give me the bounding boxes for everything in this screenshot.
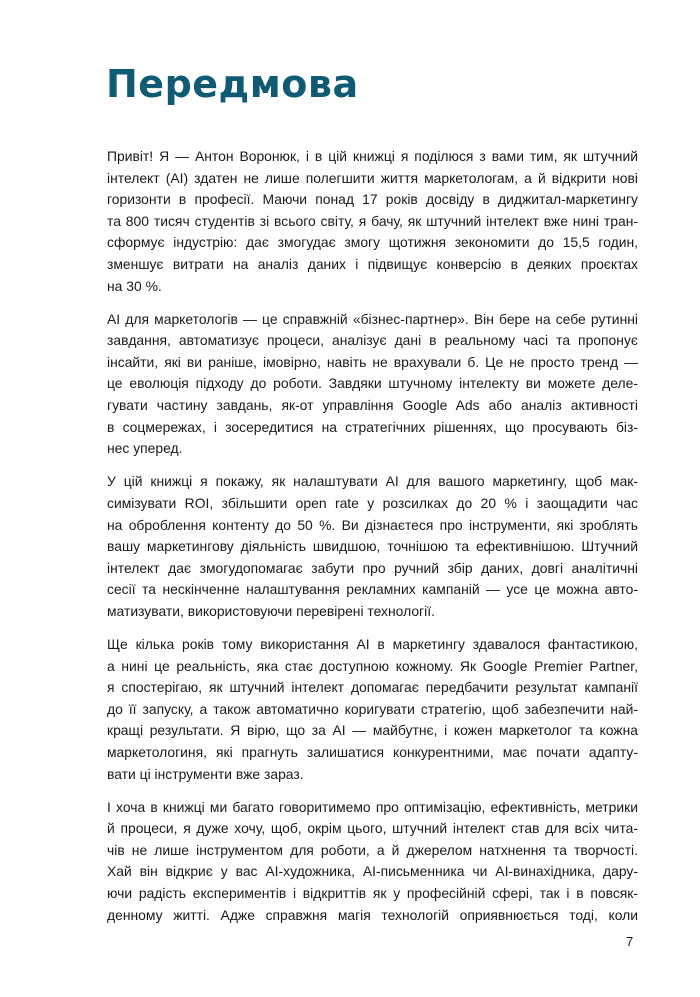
- text-line: в соцмережах, і зосередитися на стратегічних рішеннях, що просувають біз-: [107, 418, 638, 435]
- text-line: та 800 тисяч студентів зі всього світу, я бачу, як штучний інтелект вже нині тран-: [107, 212, 638, 229]
- text-line: вашу маркетингову діяльність швидшою, точнішою та ефективнішою. Штучний: [107, 538, 638, 555]
- text-line: гувати частину завдань, як-от управління Google Ads або аналіз активності: [107, 397, 638, 414]
- text-line: завдання, автоматизує процеси, аналізує дані в реальному часі та пропонує: [107, 332, 638, 349]
- text-line: Ще кілька років тому використання AI в маркетингу здавалося фантастикою,: [107, 635, 638, 652]
- text-line: це еволюція підходу до роботи. Завдяки штучному інтелекту ви можете деле-: [107, 375, 638, 392]
- text-line: І хоча в книжці ми багато говоритимемо про оптимізацію, ефективність, метрики: [107, 798, 638, 815]
- text-line: зменшує витрати на аналіз даних і підвищує конверсію в деяких проєктах: [107, 255, 638, 272]
- text-line: інсайти, які ви раніше, імовірно, навіть не врахували б. Це не просто тренд —: [107, 353, 638, 370]
- text-line: а нині це реальність, яка стає доступною кожному. Як Google Premier Partner,: [107, 657, 638, 674]
- page-title: Передмова: [106, 62, 359, 106]
- text-line: на 30 %.: [107, 277, 162, 294]
- text-line: маркетологиня, які прагнуть залишатися конкурентними, має почати адапту-: [107, 743, 638, 760]
- text-line: денному житті. Адже справжня магія технологій оприявнюється тоді, коли: [107, 906, 638, 923]
- text-line: AI для маркетологів — це справжній «бізнес-партнер». Він бере на себе рутинні: [107, 310, 638, 327]
- text-line: на оброблення контенту до 50 %. Ви дізнаєтеся про інструменти, які зроблять: [107, 516, 638, 533]
- text-line: Хай він відкриє у вас AI-художника, AI-письменника чи AI-винахідника, дару-: [107, 863, 638, 880]
- text-line: нес уперед.: [107, 440, 183, 457]
- body-text: [107, 146, 638, 938]
- text-line: Привіт! Я — Антон Воронюк, і в цій книжці я поділюся з вами тим, як штучний: [107, 148, 638, 164]
- paragraph: [107, 309, 638, 460]
- text-line: У цій книжці я покажу, як налаштувати AI для вашого маркетингу, щоб мак-: [107, 473, 638, 490]
- text-line: до її запуску, а також автоматично коригувати стратегію, щоб забезпечити най-: [107, 700, 638, 717]
- paragraph: [107, 146, 638, 297]
- text-line: сесії та нескінченне налаштування рекламних кампаній — усе це можна авто-: [107, 581, 638, 598]
- text-line: кращі результати. Я вірю, що за AI — майбутнє, і кожен маркетолог та кожна: [107, 722, 638, 739]
- text-line: матизувати, використовуючи перевірені технології.: [107, 602, 435, 619]
- text-line: інтелект (AI) здатен не лише полегшити життя маркетологам, а й відкрити нові: [107, 169, 638, 186]
- text-line: інтелект дає змогудопомагає забути про ручний збір даних, довгі аналітичні: [107, 559, 638, 576]
- page-number: 7: [626, 934, 634, 949]
- text-line: вати ці інструменти вже зараз.: [107, 765, 304, 782]
- text-line: й процеси, я дуже хочу, щоб, окрім цього, штучний інтелект став для всіх чита-: [107, 820, 638, 837]
- text-line: горизонти в професії. Маючи понад 17 років досвіду в диджитал-маркетингу: [107, 191, 638, 208]
- text-line: я спостерігаю, як штучний інтелект допомагає передбачити результат кампанії: [107, 679, 638, 696]
- paragraph: [107, 634, 638, 785]
- text-line: сформує індустрію: дає змогудає змогу щотижня зекономити до 15,5 годин,: [107, 234, 638, 251]
- text-line: чів не лише інструментом для роботи, а й джерелом натхнення та творчості.: [107, 841, 638, 858]
- paragraph: [107, 797, 638, 927]
- text-line: ючи радість експериментів і відкриттів як у професійній сфері, так і в повсяк-: [107, 885, 638, 901]
- text-line: симізувати ROI, збільшити open rate у розсилках до 20 % і заощадити час: [107, 494, 638, 511]
- paragraph: [107, 471, 638, 622]
